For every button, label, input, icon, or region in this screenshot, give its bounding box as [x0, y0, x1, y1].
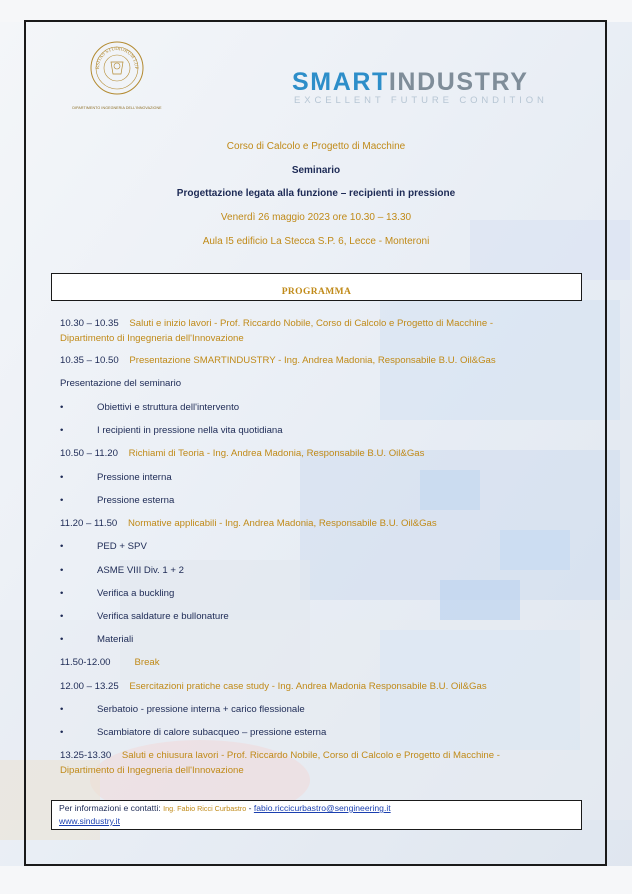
smartindustry-logo	[292, 68, 582, 108]
bullet-icon: •	[60, 495, 64, 506]
contact-separator: -	[248, 803, 252, 813]
schedule-item: 12.00 – 13.25 Esercitazioni pratiche case study - Ing. Andrea Madonia Responsabile B.U. Oil&Gas	[60, 681, 487, 692]
contact-name: Ing. Fabio Ricci Curbastro	[163, 804, 247, 813]
contact-email-link[interactable]: fabio.riccicurbastro@sengineering.it	[253, 803, 391, 813]
event-title: Progettazione legata alla funzione – recipienti in pressione	[176, 188, 456, 199]
bullet-icon: •	[60, 541, 64, 552]
logo-tagline: EXCELLENT FUTURE CONDITION	[294, 95, 548, 106]
bullet-icon: •	[60, 588, 64, 599]
contact-label: Per informazioni e contatti:	[59, 803, 161, 813]
bullet-icon: •	[60, 611, 64, 622]
programma-header-box	[51, 273, 582, 301]
bullet-icon: •	[60, 727, 64, 738]
seal-text: RSITAS STUDIORUM LUP	[95, 46, 139, 70]
contact-line	[59, 803, 391, 813]
flyer-content: RSITAS STUDIORUM LUP DIPARTIMENTO INGEGNERIA DELL'INNOVAZIONE SMARTINDUSTRY EXCELLENT FUTURE CONDITION Corso di Calcolo e Progetto di Macchine Seminario Progettazione legata alla funzione – recipienti in pressione Venerdì 26 maggio 2023 ore 10.30 – 13.30 Aula I5 edificio La Stecca S.P. 6, Lecce - Monteroni PROGRAMMA 10.30 – 10.35 Saluti e inizio lavori - Prof. Riccardo Nobile, Corso di Calcolo e Progetto di Macchine - Dipartimento di Ingegneria dell'Innovazione 10.35 – 10.50 Presentazione SMARTINDUSTRY - Ing. Andrea Madonia, Responsabile B.U. Oil&Gas Presentazione del seminario • Obiettivi e struttura dell'intervento • I recipienti in pressione nella vita quotidiana 10.50 – 11.20 Richiami di Teoria - Ing. Andrea Madonia, Responsabile B.U. Oil&Gas • Pressione interna • Pressione esterna 11.20 – 11.50 Normative applicabili - Ing. Andrea Madonia, Responsabile B.U. Oil&Gas • PED + SPV • ASME VIII Div. 1 + 2 • Verifica a buckling • Verifica saldature e bullonature • Materiali 11.50-12.00 Break 12.00 – 13.25 Esercitazioni pratiche case study - Ing. Andrea Madonia Responsabile B.U. Oil&Gas • Serbatoio - pressione interna + carico flessionale • Scambiatore di calore subacqueo – pressione esterna 13.25-13.30 Saluti e chiusura lavori - Prof. Riccardo Nobile, Corso di Calcolo e Progetto di Macchine - Dipartimento di Ingegneria dell'Innovazione Per informazioni e contatti: Ing. Fabio Ricci Curbastro - fabio.riccicurbastro@sengineering.it www.sindustry.it	[0, 0, 632, 894]
programma-title: PROGRAMMA	[281, 287, 352, 297]
schedule-item: 11.50-12.00 Break	[60, 657, 160, 668]
schedule-subheading: Presentazione del seminario	[60, 378, 182, 389]
bullet-icon: •	[60, 565, 64, 576]
event-date: Venerdì 26 maggio 2023 ore 10.30 – 13.30	[220, 212, 412, 223]
event-type: Seminario	[291, 165, 341, 176]
schedule-item: 13.25-13.30 Saluti e chiusura lavori - Prof. Riccardo Nobile, Corso di Calcolo e Progetto di Macchine - Dipartimento di Ingegneria dell'Innovazione	[60, 750, 500, 776]
schedule-item: 11.20 – 11.50 Normative applicabili - Ing. Andrea Madonia, Responsabile B.U. Oil&Gas	[60, 518, 437, 529]
bullet-icon: •	[60, 425, 64, 436]
svg-text:UNIVERSITAS STUDIORUM LUPIENSI	[89, 40, 138, 69]
university-logo	[62, 40, 172, 116]
schedule-item: 10.30 – 10.35 Saluti e inizio lavori - Prof. Riccardo Nobile, Corso di Calcolo e Progetto di Macchine - Dipartimento di Ingegneria dell'Innovazione	[60, 318, 494, 344]
bullet-icon: •	[60, 634, 64, 645]
contact-info-box	[51, 800, 582, 830]
schedule-item: 10.35 – 10.50 Presentazione SMARTINDUSTRY - Ing. Andrea Madonia, Responsabile B.U. Oil&Gas	[60, 355, 496, 366]
bullet-icon: •	[60, 472, 64, 483]
logo-industry: INDUSTRY	[388, 68, 529, 96]
course-name: Corso di Calcolo e Progetto di Macchine	[226, 141, 406, 152]
website-link[interactable]: www.sindustry.it	[59, 816, 120, 826]
bullet-icon: •	[60, 402, 64, 413]
schedule-item: 10.50 – 11.20 Richiami di Teoria - Ing. Andrea Madonia, Responsabile B.U. Oil&Gas	[60, 448, 425, 459]
department-name: DIPARTIMENTO INGEGNERIA DELL'INNOVAZIONE	[72, 106, 162, 110]
bullet-icon: •	[60, 704, 64, 715]
university-seal-icon	[89, 40, 145, 96]
event-location: Aula I5 edificio La Stecca S.P. 6, Lecce - Monteroni	[202, 236, 430, 247]
website-line	[59, 816, 120, 826]
logo-smart: SMART	[292, 68, 389, 96]
